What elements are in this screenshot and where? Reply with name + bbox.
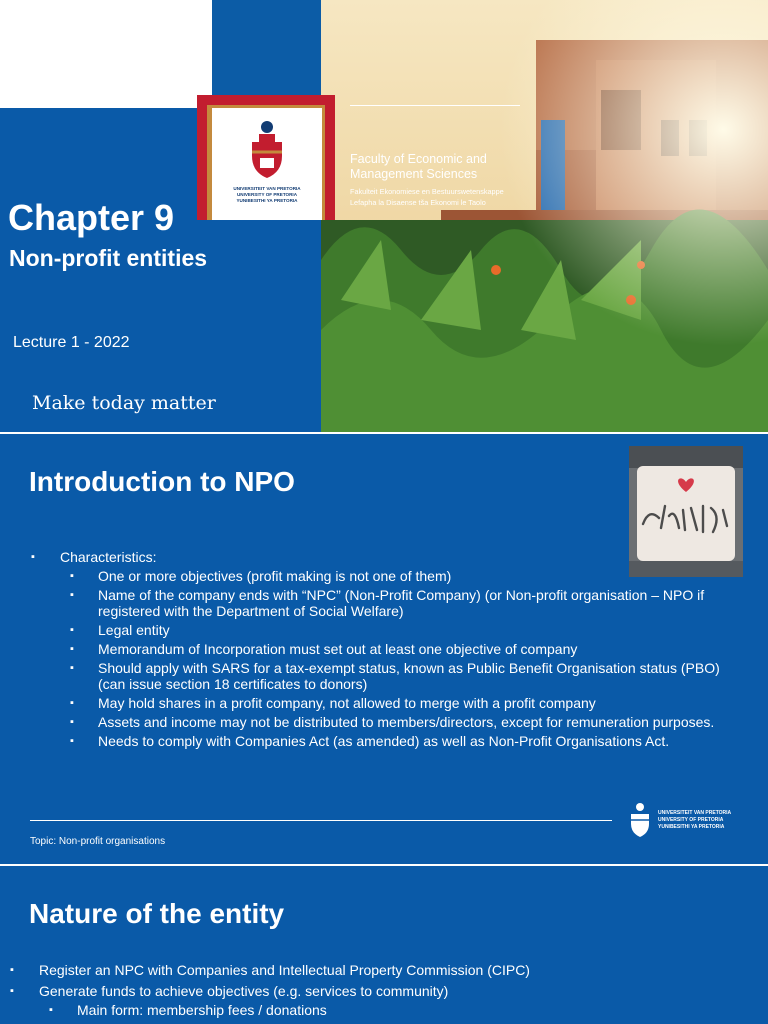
list-item bbox=[10, 983, 750, 1018]
slide-title: Introduction to NPO bbox=[29, 466, 295, 497]
introduction-slide bbox=[0, 434, 768, 864]
footer-logo-line-2: UNIVERSITY OF PRETORIA bbox=[658, 817, 724, 823]
list-item: ▪ Register an NPC with Companies and Intellectual Property Commission (CIPC) bbox=[10, 962, 750, 978]
sub-list-item: ▪ Assets and income may not be distributed to members/directors, except for remuneration purposes. bbox=[60, 714, 721, 730]
university-logo bbox=[212, 108, 322, 220]
crest-icon bbox=[628, 802, 652, 838]
faculty-subtitle-sepedi: Lefapha la Disaense tša Ekonomi le Taolo bbox=[350, 198, 486, 207]
university-name-3: YUNIBESITHI YA PRETORIA bbox=[236, 198, 298, 203]
sub-list-item: ▪ Name of the company ends with “NPC” (Non-Profit Company) (or Non-profit organisation – NPO if registered with the Department of Social Welfare) bbox=[60, 587, 721, 619]
white-corner-block bbox=[0, 0, 212, 108]
campus-photo bbox=[321, 0, 768, 432]
slide-title: Nature of the entity bbox=[29, 898, 285, 929]
footer-logo-text bbox=[658, 810, 731, 831]
sub-list-item: ▪ Should apply with SARS for a tax-exempt status, known as Public Benefit Organisation status (PBO) (can issue section 18 certificates to donors) bbox=[60, 660, 721, 692]
faculty-subtitle bbox=[350, 186, 536, 208]
nature-slide bbox=[0, 866, 768, 1024]
sub-list-item: ▪ Main form: membership fees / donations bbox=[39, 1002, 750, 1018]
footer-topic: Topic: Non-profit organisations bbox=[30, 836, 166, 847]
sub-list-item: ▪ Needs to comply with Companies Act (as amended) as well as Non-Profit Organisations Act. bbox=[60, 733, 721, 749]
chapter-subtitle: Non-profit entities bbox=[9, 245, 208, 271]
list-item bbox=[31, 549, 721, 749]
slogan: Make today matter bbox=[32, 392, 216, 414]
footer-divider bbox=[30, 820, 612, 821]
faculty-subtitle-afrikaans: Fakulteit Ekonomiese en Bestuurswetenskappe bbox=[350, 187, 504, 196]
university-name-2: UNIVERSITY OF PRETORIA bbox=[236, 192, 298, 197]
footer-logo-line-1: UNIVERSITEIT VAN PRETORIA bbox=[658, 810, 732, 816]
faculty-divider bbox=[350, 105, 520, 106]
chapter-title: Chapter 9 bbox=[8, 197, 175, 238]
crest-icon bbox=[248, 118, 286, 180]
sub-list-item: ▪ Memorandum of Incorporation must set out at least one objective of company bbox=[60, 641, 721, 657]
nature-sublist bbox=[39, 1002, 750, 1018]
characteristics-sublist bbox=[60, 568, 721, 749]
footer-logo-line-3: YUNIBESITHI YA PRETORIA bbox=[658, 824, 725, 830]
lecture-label: Lecture 1 - 2022 bbox=[13, 334, 130, 351]
faculty-title: Faculty of Economic and Management Sciences bbox=[350, 152, 487, 181]
sub-list-item: ▪ May hold shares in a profit company, not allowed to merge with a profit company bbox=[60, 695, 721, 711]
list-item-label: Characteristics: bbox=[60, 549, 157, 565]
characteristics-list bbox=[31, 549, 721, 752]
sub-list-item: ▪ One or more objectives (profit making is not one of them) bbox=[60, 568, 721, 584]
title-slide bbox=[0, 0, 768, 432]
list-item-label: Generate funds to achieve objectives (e.g. services to community) bbox=[39, 983, 449, 999]
nature-list bbox=[10, 962, 750, 1023]
footer-university-logo bbox=[628, 802, 748, 842]
sub-list-item: ▪ Legal entity bbox=[60, 622, 721, 638]
university-name-1: UNIVERSITEIT VAN PRETORIA bbox=[233, 186, 301, 191]
